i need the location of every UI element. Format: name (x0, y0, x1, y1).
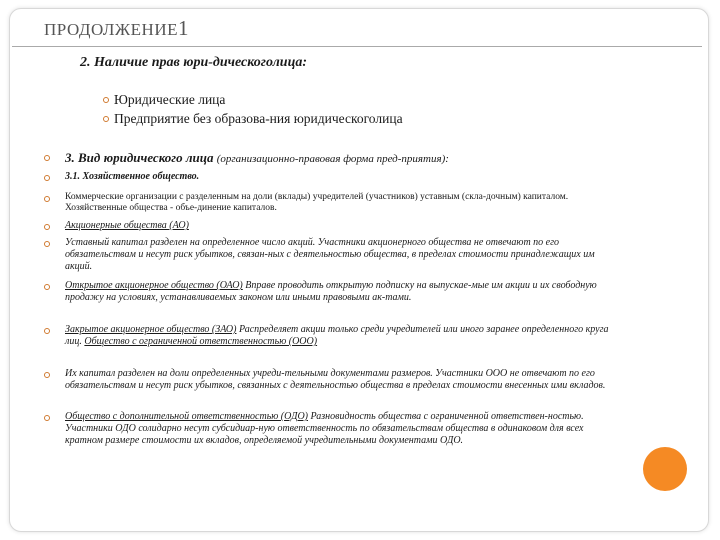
odo-text: Разновидность общества с ограниченной ответствен-ностью. Участники ОДО солидарно несут субсидиар-ную ответственность по обязательствам общества в одинаковом для всех кратном размере стоимости их вкладов, определяемой учредительными документами ОДО. (65, 411, 584, 446)
slide-title (44, 16, 189, 41)
subtitle: 2. Наличие прав юри-дическоголица: (80, 55, 308, 70)
oao-text: Вправе проводить открытую подписку на выпускае-мые им акции и их свободную продажу на условиях, устанавливаемых законом или иными правовыми ак-тами. (65, 280, 597, 303)
bullet-icon (103, 116, 109, 122)
sub31-item (44, 171, 614, 183)
title-divider (12, 46, 702, 47)
bullet-icon (44, 241, 50, 247)
ao-text-item (44, 237, 614, 273)
section3-heading: 3. Вид юридического лица (65, 150, 214, 165)
sub31-text: 3.1. Хозяйственное общество. (65, 171, 200, 182)
commercial-text: Коммерческие организации с разделенным на доли (вклады) учредителей (участников) уставным (скла-дочным) капиталом. Хозяйственные общества - объе-динение капиталов. (65, 192, 569, 213)
odo-item (44, 411, 614, 447)
bullet-icon (44, 155, 50, 161)
rights-list (103, 90, 403, 128)
bullet-icon (103, 97, 109, 103)
zao-text: Распределяет акции только среди учредителей или иного заранее определенного круга лиц. (65, 324, 609, 347)
decorative-circle (643, 447, 687, 491)
bullet-icon (44, 284, 50, 290)
bullet-icon (44, 328, 50, 334)
ao-heading-item (44, 220, 614, 232)
section3-item (44, 150, 614, 167)
list-item-label: Юридические лица (114, 91, 226, 107)
zao-item (44, 324, 614, 348)
bullet-icon (44, 415, 50, 421)
ao-text: Уставный капитал разделен на определенное число акций. Участники акционерного общества не отвечают по его обязательствам и несут риск убытков, связан-ных с деятельностью общества, в пределах стоимости принадлежащих им акций. (65, 237, 595, 272)
oao-item (44, 280, 614, 304)
bullet-icon (44, 175, 50, 181)
ooo-text: Их капитал разделен на доли определенных учреди-тельными документами размеров. Участники ООО не отвечают по его обязательствам и несут риск убытков, связанных с деятельностью общества в пределах стоимости внесенных ими вкладов. (65, 368, 606, 391)
bullet-icon (44, 224, 50, 230)
bullet-icon (44, 372, 50, 378)
title-number: 1 (177, 16, 189, 40)
bullet-icon (44, 196, 50, 202)
oao-term: Открытое акционерное общество (ОАО) (65, 280, 243, 291)
section3-note: (организационно-правовая форма пред-приятия): (216, 153, 449, 165)
ooo-term: Общество с ограниченной ответственностью (ООО) (84, 336, 318, 347)
zao-term: Закрытое акционерное общество (ЗАО) (65, 324, 237, 335)
list-item-label: Предприятие без образова-ния юридическоголица (114, 110, 403, 126)
ao-heading: Акционерные общества (АО) (65, 220, 189, 231)
title-text: ПРОДОЛЖЕНИЕ (44, 20, 178, 39)
list-item (103, 90, 403, 109)
odo-term: Общество с дополнительной ответственностью (ОДО) (65, 411, 309, 422)
ooo-item (44, 368, 614, 392)
list-item (103, 109, 403, 128)
commercial-item (44, 192, 614, 214)
